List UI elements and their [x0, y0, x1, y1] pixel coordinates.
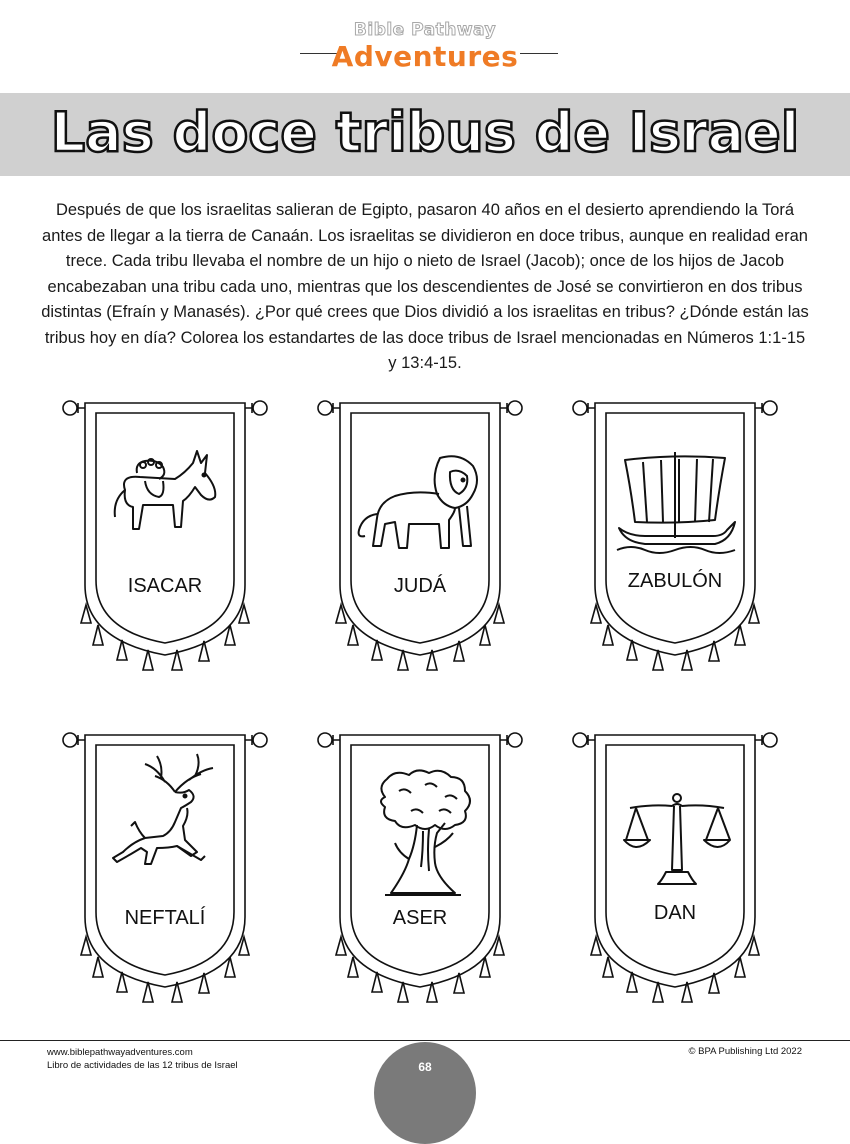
banner-zabulon — [570, 395, 780, 685]
deer-icon — [105, 752, 230, 877]
brand-logo — [0, 0, 850, 90]
page-title: Las doce tribus de Israel — [50, 101, 800, 164]
banner-label: JUDÁ — [393, 575, 447, 597]
page-number-tab — [374, 1042, 476, 1144]
banner-neftali — [60, 727, 270, 1017]
banner-label: ZABULÓN — [627, 570, 723, 592]
logo-top-text: Bible Pathway — [353, 20, 497, 40]
footer-copyright: © BPA Publishing Ltd 2022 — [688, 1046, 802, 1057]
banner-dan — [570, 727, 780, 1017]
page-number: 68 — [418, 1060, 432, 1074]
footer-book-title: Libro de actividades de las 12 tribus de Israel — [47, 1060, 238, 1071]
banner-label: DAN — [653, 902, 697, 924]
lion-icon — [355, 450, 485, 555]
donkey-icon — [105, 445, 225, 535]
tree-icon — [365, 767, 480, 902]
title-band — [0, 93, 850, 176]
ship-icon — [615, 450, 740, 560]
banner-label: ASER — [392, 907, 448, 929]
banner-juda — [315, 395, 525, 685]
banner-isacar — [60, 395, 270, 685]
scales-icon — [622, 792, 732, 892]
footer-website-link[interactable]: www.biblepathwayadventures.com — [47, 1047, 193, 1058]
footer-rule — [0, 1040, 850, 1041]
banner-label: ISACAR — [127, 575, 203, 597]
intro-paragraph: Después de que los israelitas salieran de Egipto, pasaron 40 años en el desierto aprendiendo la Torá antes de llegar a la tierra de Canaán. Los israelitas se dividieron en doce tribus, aunque en realidad eran trece. Cada tribu llevaba el nombre de un hijo o nieto de Israel (Jacob); once de los hijos de Jacob encabezaban una tribu cada uno, mientras que los descendientes de José se convirtieron en dos tribus distintas (Efraín y Manasés). ¿Por qué crees que Dios dividió a los israelitas en tribus? ¿Dónde están las tribus hoy en día? Colorea los estandartes de las doce tribus de Israel mencionadas en Números 1:1-15 y 13:4-15. — [41, 201, 809, 372]
banner-frame — [60, 395, 270, 685]
banner-aser — [315, 727, 525, 1017]
banner-label: NEFTALÍ — [124, 907, 206, 929]
logo-main-text: Adventures — [331, 40, 519, 73]
footer-left — [47, 1046, 238, 1072]
